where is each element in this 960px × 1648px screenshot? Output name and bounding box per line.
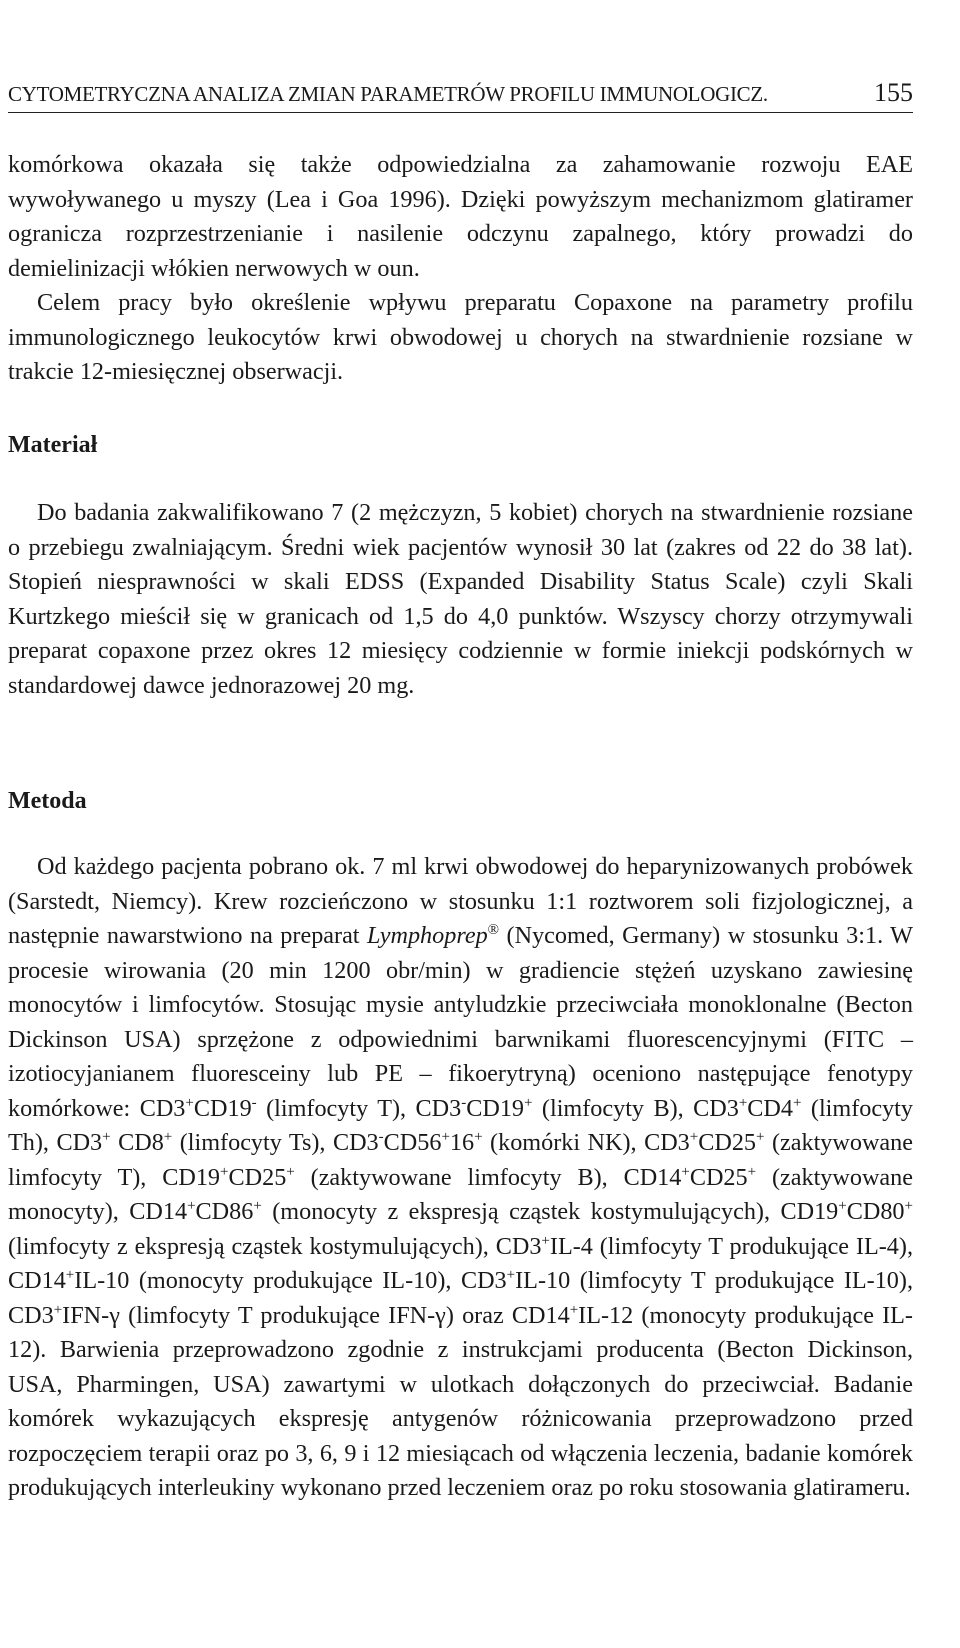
phenotype-description: (limfocyty T), <box>256 1094 416 1122</box>
marker-superscript: + <box>253 1198 262 1214</box>
marker-text: CD25 <box>698 1129 757 1156</box>
metoda-paragraph <box>8 850 913 1506</box>
marker-text: CD3 <box>644 1129 690 1156</box>
marker-superscript: + <box>681 1163 690 1180</box>
marker-superscript: + <box>506 1267 516 1283</box>
marker-superscript: + <box>102 1129 111 1145</box>
phenotype-description: (limfocyty z ekspresją cząstek kostymulujących), <box>8 1232 496 1260</box>
lymphoprep-term: Lymphoprep <box>367 922 488 949</box>
marker-superscript: + <box>904 1198 913 1214</box>
marker-superscript: + <box>286 1163 295 1180</box>
phenotype-marker <box>780 1198 913 1225</box>
marker-text: CD56 <box>383 1129 442 1156</box>
phenotype-description: (zaktywowane limfocyty T), <box>8 1129 913 1191</box>
marker-superscript: + <box>738 1094 748 1111</box>
marker-superscript: + <box>474 1129 483 1145</box>
phenotype-description: (limfocyty B), <box>532 1094 694 1122</box>
marker-superscript: + <box>441 1129 450 1145</box>
section-heading-metoda: Metoda <box>8 788 87 814</box>
marker-text: CD8 <box>110 1129 164 1156</box>
running-head-title: CYTOMETRYCZNA ANALIZA ZMIAN PARAMETRÓW PROFILU IMMUNOLOGICZ. <box>8 82 768 106</box>
phenotype-description: (monocyty produkujące IL-12). <box>8 1301 913 1363</box>
marker-superscript: - <box>251 1094 257 1111</box>
phenotype-marker <box>416 1095 533 1122</box>
marker-text: IL-4 <box>549 1232 593 1260</box>
marker-text: CD80 <box>846 1198 905 1225</box>
phenotype-marker <box>461 1267 570 1294</box>
marker-text: CD3 <box>460 1267 507 1294</box>
marker-superscript: + <box>185 1094 194 1111</box>
phenotype-marker <box>512 1302 633 1329</box>
marker-text: CD14 <box>8 1267 66 1294</box>
marker-text: CD3 <box>693 1094 739 1122</box>
marker-superscript: - <box>378 1129 384 1145</box>
marker-text: IFN-γ <box>62 1301 120 1329</box>
marker-text: IL-10 <box>515 1267 571 1294</box>
intro-section <box>8 148 913 390</box>
phenotype-marker <box>693 1095 801 1122</box>
marker-text: CD3 <box>56 1129 103 1156</box>
phenotype-marker <box>140 1095 257 1122</box>
section-heading-material: Materiał <box>8 432 98 458</box>
metoda-text-1: Od każdego pacjenta pobrano ok. 7 ml krwi obwodowej do heparynizowanych probówek (Sarstedt, Niemcy). Krew rozcieńczono w stosunku 1:1 roztworem soli fizjologicznej, a następnie nawarstwiono na preparat <box>8 853 913 949</box>
marker-superscript: + <box>756 1129 765 1145</box>
marker-text: CD14 <box>129 1198 188 1225</box>
marker-superscript: - <box>461 1094 467 1111</box>
phenotype-marker <box>8 1267 129 1294</box>
intro-paragraph-1: komórkowa okazała się także odpowiedzialna za zahamowanie rozwoju EAE wywoływanego u myszy (Lea i Goa 1996). Dzięki powyższym mechanizmom glatiramer ogranicza rozprzestrzenianie i nasilenie odczynu zapalnego, który prowadzi do demielinizacji włókien nerwowych w oun. <box>8 151 913 282</box>
marker-text: CD14 <box>511 1301 570 1329</box>
marker-text: CD19 <box>780 1198 839 1225</box>
marker-superscript: + <box>541 1232 550 1249</box>
phenotype-description: (limfocyty T produkujące IL-10), <box>570 1267 914 1294</box>
marker-text: 16 <box>449 1129 475 1156</box>
marker-text: CD3 <box>415 1094 462 1122</box>
phenotype-list <box>8 1095 913 1364</box>
running-head <box>8 78 913 113</box>
marker-superscript: + <box>838 1198 847 1214</box>
phenotype-description: (komórki NK), <box>482 1129 645 1156</box>
phenotype-description: (limfocyty Ts), <box>172 1129 333 1156</box>
phenotype-description: (limfocyty T produkujące IFN-γ) oraz <box>119 1301 512 1329</box>
marker-superscript: + <box>53 1301 63 1318</box>
intro-paragraph-2: Celem pracy było określenie wpływu preparatu Copaxone na parametry profilu immunologicznego leukocytów krwi obwodowej u chorych na stwardnienie rozsiane w trakcie 12-miesięcznej obserwacji. <box>8 289 913 385</box>
marker-superscript: + <box>163 1129 173 1145</box>
marker-text: CD86 <box>195 1198 254 1225</box>
phenotype-description: (zaktywowane monocyty), <box>8 1163 913 1225</box>
marker-superscript: + <box>569 1301 579 1318</box>
marker-superscript: + <box>220 1163 229 1180</box>
marker-text: IL-10 <box>74 1267 130 1294</box>
marker-text: CD19 <box>162 1163 221 1191</box>
phenotype-description: (limfocyty T produkujące IL-4), <box>592 1232 913 1260</box>
phenotype-marker <box>644 1129 764 1156</box>
phenotype-description: (zaktywowane limfocyty B), <box>294 1163 624 1191</box>
page-number: 155 <box>874 78 913 107</box>
marker-superscript: + <box>747 1163 757 1180</box>
phenotype-marker <box>56 1129 172 1156</box>
phenotype-marker <box>624 1164 757 1191</box>
marker-text: CD19 <box>193 1094 252 1122</box>
metoda-text-3: Barwienia przeprowadzono zgodnie z instrukcjami producenta (Becton Dickinson, USA, Pharmingen, USA) zawartymi w ulotkach dołączonych do przeciwciał. Badanie komórek wykazujących ekspresję antygenów różnicowania przeprowadzono przed rozpoczęciem terapii oraz po 3, 6, 9 i 12 miesiącach od włączenia leczenia, badanie komórek produkujących interleukiny wykonano przed leczeniem oraz po roku stosowania glatirameru. <box>8 1336 913 1501</box>
marker-text: CD3 <box>332 1129 379 1156</box>
phenotype-marker <box>496 1233 593 1260</box>
marker-superscript: + <box>524 1094 533 1111</box>
marker-text: CD25 <box>689 1163 748 1191</box>
marker-text: CD3 <box>495 1232 542 1260</box>
marker-superscript: + <box>65 1267 75 1283</box>
material-section <box>8 496 913 703</box>
marker-text: CD19 <box>466 1094 525 1122</box>
marker-superscript: + <box>793 1094 802 1111</box>
marker-text: CD14 <box>623 1163 682 1191</box>
metoda-section <box>8 850 913 1506</box>
marker-text: CD4 <box>747 1094 793 1122</box>
material-paragraph: Do badania zakwalifikowano 7 (2 mężczyzn, 5 kobiet) chorych na stwardnienie rozsiane o przebiegu zwalniającym. Średni wiek pacjentów wynosił 30 lat (zakres od 22 do 38 lat). Stopień niesprawności w skali EDSS (Expanded Disability Status Scale) czyli Skali Kurtzkego mieścił się w granicach od 1,5 do 4,0 punktów. Wszyscy chorzy otrzymywali preparat copaxone przez okres 12 miesięcy codziennie w formie iniekcji podskórnych w standardowej dawce jednorazowej 20 mg. <box>8 499 913 699</box>
marker-text: CD3 <box>139 1094 186 1122</box>
marker-text: IL-12 <box>578 1301 634 1329</box>
marker-superscript: + <box>187 1198 196 1214</box>
phenotype-marker <box>8 1302 120 1329</box>
phenotype-marker <box>162 1164 295 1191</box>
registered-mark: ® <box>487 922 500 938</box>
marker-text: CD25 <box>228 1163 287 1191</box>
phenotype-description: (limfocyty Th), <box>8 1094 914 1156</box>
phenotype-marker <box>333 1129 483 1156</box>
phenotype-description: (monocyty z ekspresją cząstek kostymulujących), <box>261 1198 781 1225</box>
marker-text: CD3 <box>8 1301 54 1329</box>
metoda-text-2: (Nycomed, Germany) w stosunku 3:1. W procesie wirowania (20 min 1200 obr/min) w gradiencie stężeń uzyskano zawiesinę monocytów i limfocytów. Stosując mysie antyludzkie przeciwciała monoklonalne (Becton Dickinson USA) sprzężone z odpowiednimi barwnikami fluorescencyjnymi (FITC – izotiocyjanianem fluoresceiny lub PE – fikoerytryną) oceniono następujące fenotypy komórkowe: <box>8 922 913 1122</box>
marker-superscript: + <box>689 1129 699 1145</box>
phenotype-description: (monocyty produkujące IL-10), <box>129 1267 461 1294</box>
phenotype-marker <box>129 1198 262 1225</box>
